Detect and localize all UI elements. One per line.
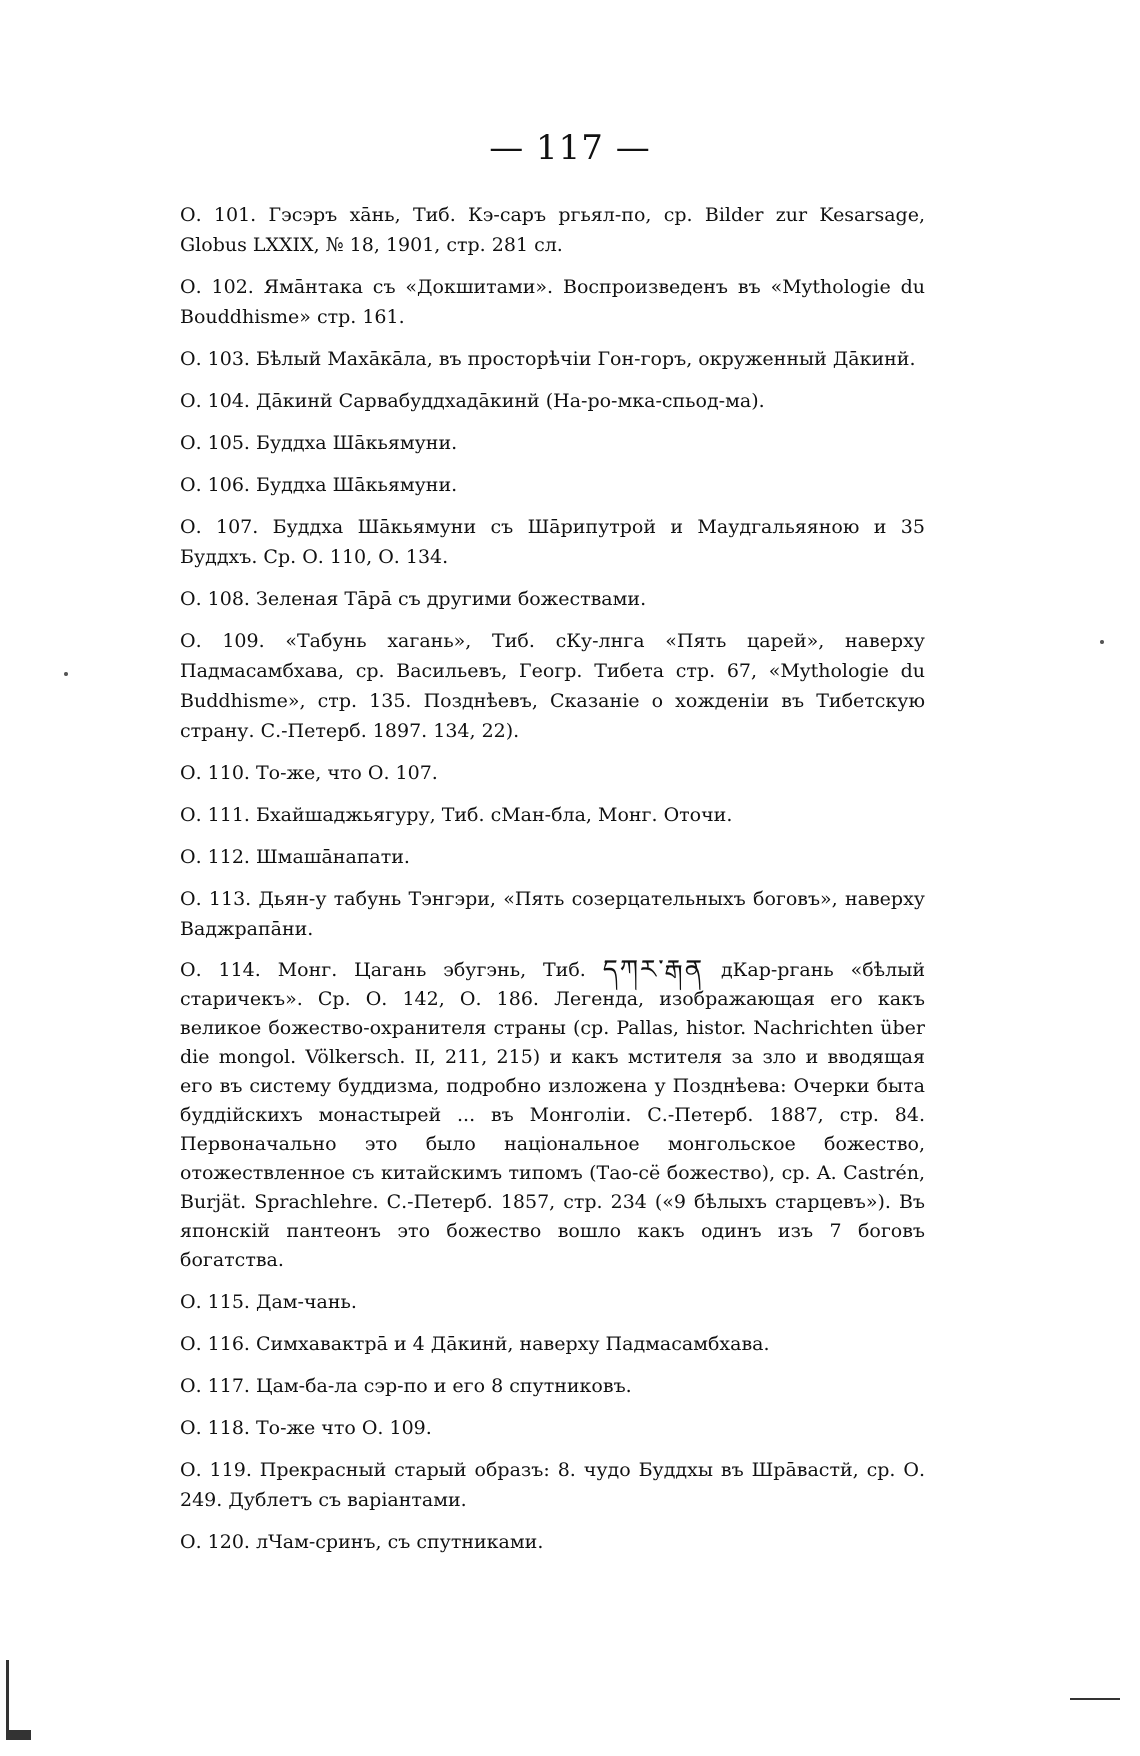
catalog-entry: О. 109. «Табунь хагань», Тиб. сКу-лнга «Пять царей», наверху Падмасамбхава, ср. Васильевъ, Геогр. Тибета стр. 67, «Mythologie du Buddhisme», стр. 135. Позднѣевъ, Сказаніе о хожденіи въ Тибетскую страну. С.-Петерб. 1897. 134, 22). [180, 630, 925, 742]
catalog-entry: О. 118. То-же что О. 109. [180, 1417, 432, 1439]
catalog-entry: О. 112. Шмашāнапати. [180, 846, 410, 868]
tibetan-script: དཀར་རྒན [602, 955, 705, 985]
page-number: — 117 — [489, 128, 651, 168]
catalog-entry: О. 105. Буддха Шāкьямуни. [180, 432, 458, 454]
catalog-entry: О. 116. Симхавактрā и 4 Дāкинй, наверху Падмасамбхава. [180, 1333, 770, 1355]
catalog-entry: О. 113. Дьян-у табунь Тэнгэри, «Пять созерцательныхъ боговъ», наверху Ваджрапāни. [180, 888, 925, 940]
catalog-entry: О. 117. Цам-ба-ла сэр-по и его 8 спутниковъ. [180, 1375, 632, 1397]
catalog-entry: О. 104. Дāкинй Сарвабуддхадāкинй (На-ро-мка-спьод-ма). [180, 390, 765, 412]
catalog-entry: О. 119. Прекрасный старый образъ: 8. чудо Буддхы въ Шрāвастй, ср. О. 249. Дублетъ съ варіантами. [180, 1459, 925, 1511]
scan-artifact-mark [6, 1660, 31, 1740]
catalog-entry: О. 111. Бхайшаджьягуру, Тиб. сМан-бла, Монг. Оточи. [180, 804, 733, 826]
catalog-entry: О. 106. Буддха Шāкьямуни. [180, 474, 458, 496]
entry-114-intro: О. 114. Монг. Цагань эбугэнь, Тиб. [180, 959, 586, 981]
scan-artifact-dot [1100, 640, 1104, 644]
catalog-entry: О. 101. Гэсэръ хāнь, Тиб. Кэ-саръ ргьял-по, ср. Bilder zur Kesarsage, Globus LXXIX, № 18, 1901, стр. 281 сл. [180, 204, 925, 256]
catalog-entry: О. 120. лЧам-сринъ, съ спутниками. [180, 1531, 544, 1553]
scan-artifact-dot [64, 672, 68, 676]
catalog-entry: О. 103. Бѣлый Махāкāла, въ просторѣчіи Гон-горъ, окруженный Дāкинй. [180, 348, 916, 370]
catalog-entry: О. 110. То-же, что О. 107. [180, 762, 438, 784]
catalog-entry: О. 108. Зеленая Тāрā съ другими божествами. [180, 588, 647, 610]
catalog-entry: О. 102. Ямāнтака съ «Докшитами». Воспроизведенъ въ «Mythologie du Bouddhisme» стр. 161. [180, 276, 925, 328]
catalog-entry: О. 115. Дам-чань. [180, 1291, 357, 1313]
scan-artifact-rule [1070, 1698, 1120, 1700]
catalog-entry: О. 107. Буддха Шāкьямуни съ Шāрипутрой и Маудгальяяною и 35 Буддхъ. Ср. О. 110, О. 134. [180, 516, 925, 568]
entry-114-body: дКар-ргань «бѣлый старичекъ». Ср. О. 142, О. 186. Легенда, изображающая его какъ великое божество-охранителя страны (ср. Pallas, histor. Nachrichten über die mongol. Völkersch. II, 211, 215) и какъ мстителя за зло и вводящая его въ систему буддизма, подробно изложена у Позднѣева: Очерки быта буддійскихъ монастырей ... въ Монголіи. С.-Петерб. 1887, стр. 84. Первоначально это было національное монгольское божество, отожествленное съ китайскимъ типомъ (Тао-сё божество), ср. A. Castrén, Burjät. Sprachlehre. С.-Петерб. 1857, стр. 234 («9 бѣлыхъ старцевъ»). Въ японскій пантеонъ это божество вошло какъ одинъ изъ 7 боговъ богатства. [180, 959, 925, 1271]
catalog-entry-114 [180, 956, 925, 1275]
catalog-entries [180, 200, 925, 1569]
